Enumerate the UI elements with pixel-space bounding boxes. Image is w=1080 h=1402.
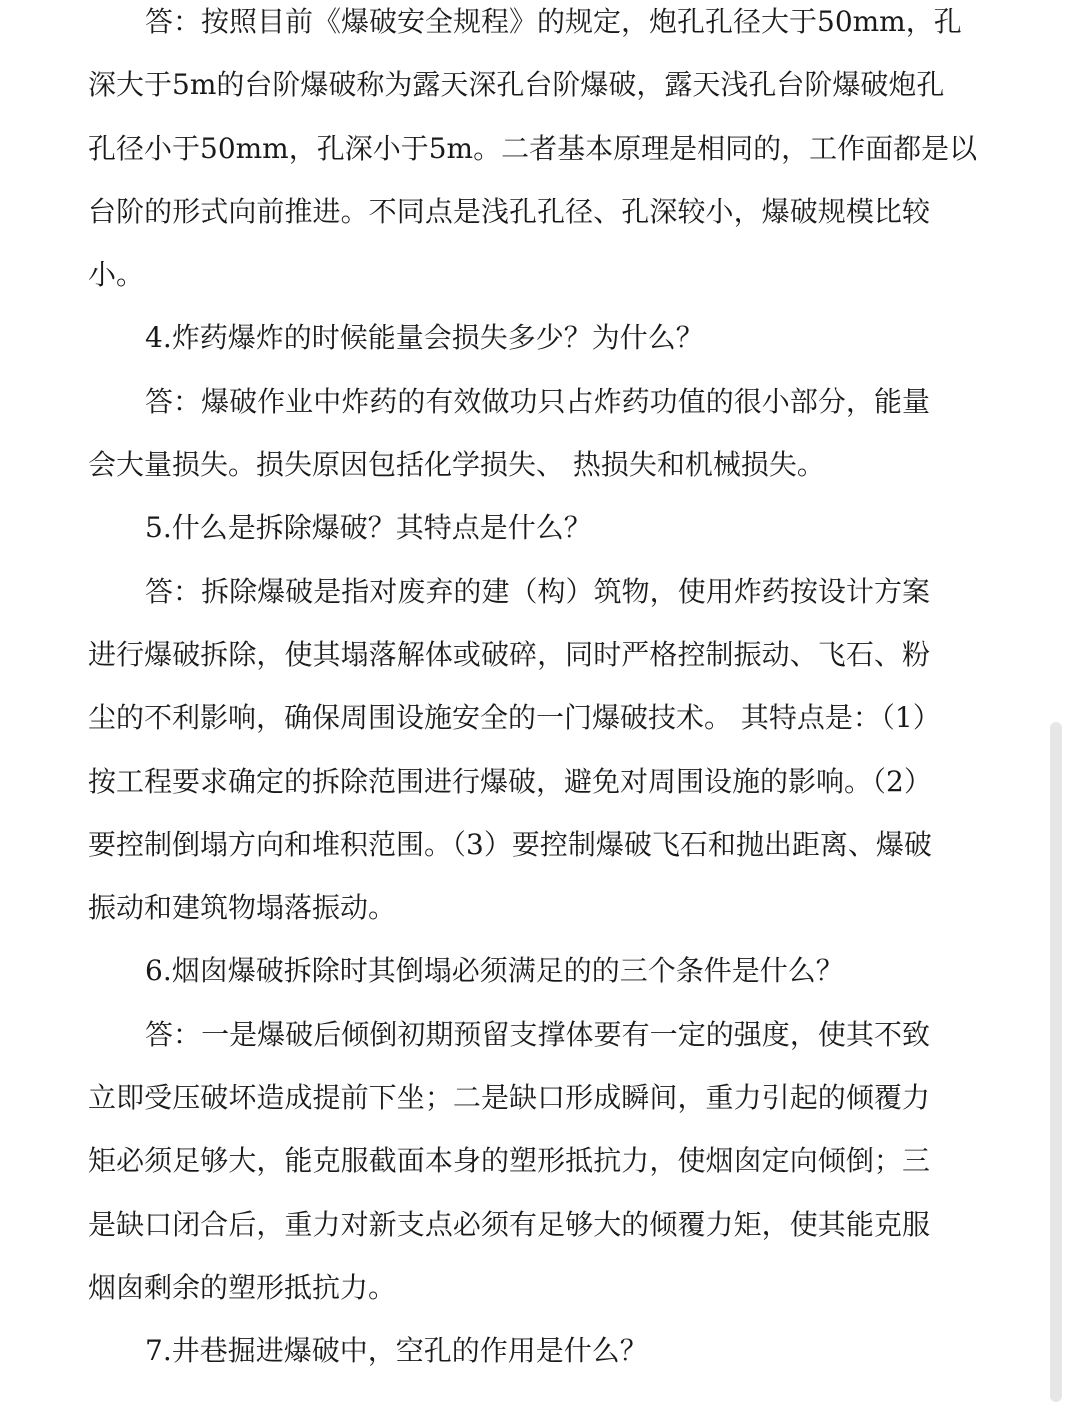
answer-line: 进行爆破拆除，使其塌落解体或破碎，同时严格控制振动、飞石、粉 [88,637,930,671]
answer-line: 烟囱剩余的塑形抵抗力。 [88,1270,397,1304]
question-7: 7.井巷掘进爆破中，空孔的作用是什么？ [145,1334,648,1368]
answer-line: 尘的不利影响，确保周围设施安全的一门爆破技术。 其特点是：（1） [88,701,941,735]
answer-line: 立即受压破坏造成提前下坐；二是缺口形成瞬间，重力引起的倾覆力 [88,1081,930,1115]
question-4: 4.炸药爆炸的时候能量会损失多少？为什么？ [145,321,704,355]
answer-line: 答：按照目前《爆破安全规程》的规定，炮孔孔径大于50mm，孔 [145,5,962,38]
answer-line: 小。 [88,258,145,292]
answer-line: 矩必须足够大，能克服截面本身的塑形抵抗力，使烟囱定向倾倒；三 [88,1144,930,1178]
answer-line: 答：爆破作业中炸药的有效做功只占炸药功值的很小部分，能量 [145,384,930,418]
answer-line: 孔径小于50mm，孔深小于5m。二者基本原理是相同的，工作面都是以 [88,131,978,165]
answer-line: 按工程要求确定的拆除范围进行爆破，避免对周围设施的影响。（2） [88,764,932,798]
question-5: 5.什么是拆除爆破？其特点是什么？ [145,511,592,545]
answer-line: 台阶的形式向前推进。不同点是浅孔孔径、孔深较小，爆破规模比较 [88,194,930,228]
answer-line: 深大于5m的台阶爆破称为露天深孔台阶爆破，露天浅孔台阶爆破炮孔 [88,68,945,102]
answer-line: 振动和建筑物塌落振动。 [88,891,397,925]
vertical-scrollbar[interactable] [1050,722,1062,1402]
question-6: 6.烟囱爆破拆除时其倒塌必须满足的的三个条件是什么？ [145,954,844,988]
answer-line: 答：一是爆破后倾倒初期预留支撑体要有一定的强度，使其不致 [145,1017,930,1051]
answer-line: 是缺口闭合后，重力对新支点必须有足够大的倾覆力矩，使其能克服 [88,1207,930,1241]
answer-line: 答：拆除爆破是指对废弃的建（构）筑物，使用炸药按设计方案 [145,574,930,608]
answer-line: 要控制倒塌方向和堆积范围。（3）要控制爆破飞石和抛出距离、爆破 [88,827,932,861]
answer-line: 会大量损失。损失原因包括化学损失、 热损失和机械损失。 [88,448,825,482]
document-body [88,0,978,1383]
